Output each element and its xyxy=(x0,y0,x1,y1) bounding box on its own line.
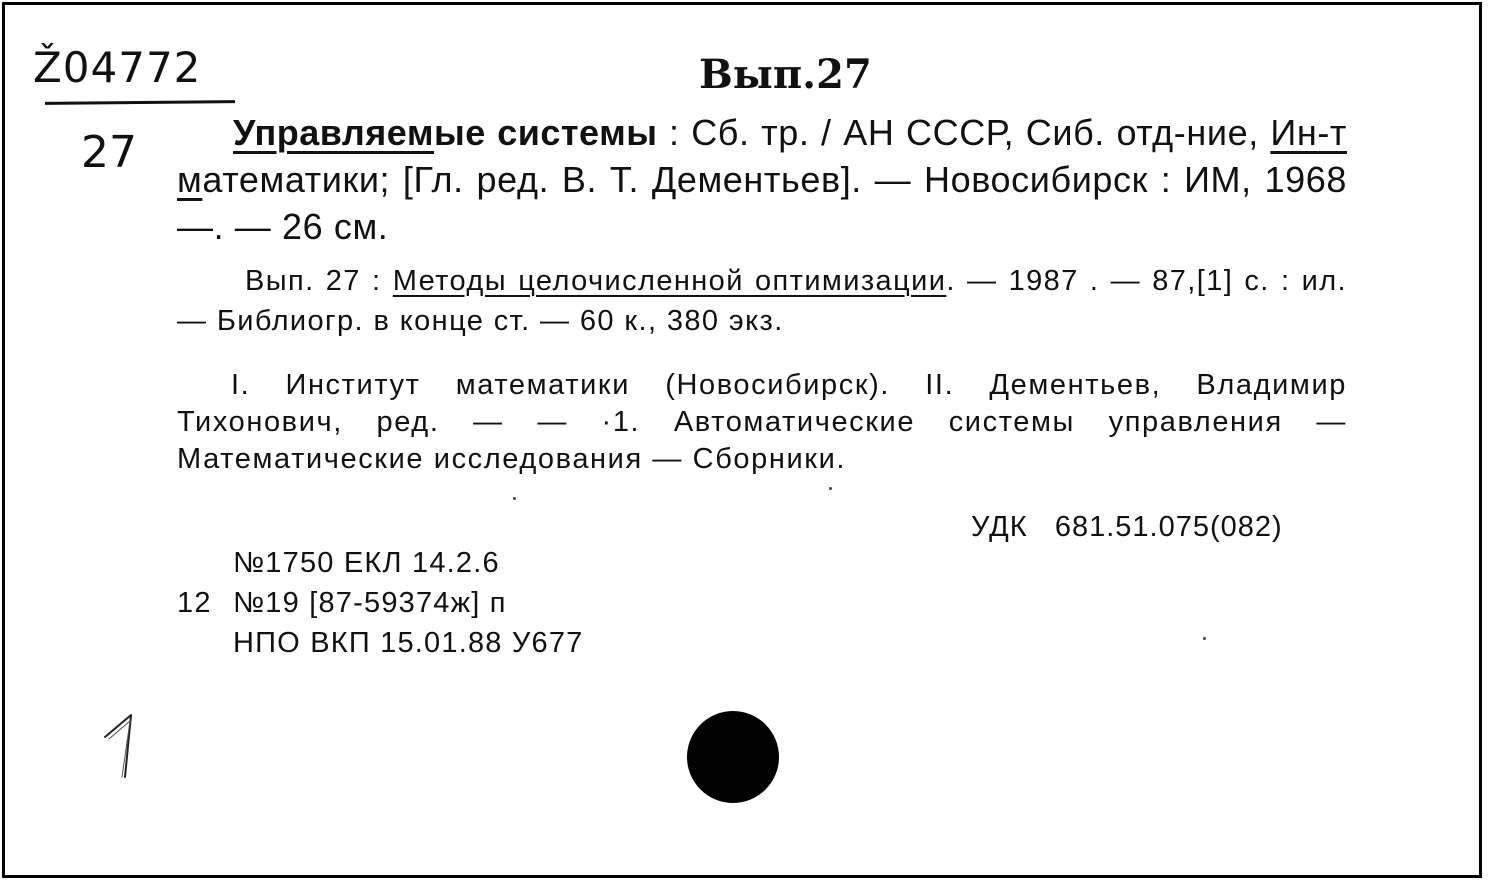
catalog-line-1 xyxy=(177,543,584,583)
main-entry xyxy=(177,109,1347,250)
volume-entry xyxy=(177,261,1347,341)
entry-text-part1: : Сб. тр. / АН СССР, Сиб. отд-ние, xyxy=(657,112,1271,153)
volume-prefix: Вып. 27 : xyxy=(245,265,393,297)
catalog-line-2-lead: 12 xyxy=(177,587,212,619)
catalog-line-3-text: НПО ВКП 15.01.88 У677 xyxy=(233,627,584,659)
volume-heading: Вып.27 xyxy=(699,51,872,98)
volume-title: Методы целочисленной оптимизации xyxy=(392,265,947,297)
handwritten-one-mark xyxy=(101,711,151,781)
subject-tracings: I. Институт математики (Новосибирск). II. Дементьев, Владимир Тихонович, ред. — — ·1. Автоматические системы управления — Математические исследования — Сборники. xyxy=(177,369,1347,475)
handwritten-volume-number: 27 xyxy=(81,127,137,178)
speck xyxy=(1203,637,1206,640)
catalog-line-2 xyxy=(177,583,584,623)
entry-institute-underlined: Ин-т м xyxy=(177,112,1347,200)
catalog-line-3 xyxy=(177,623,584,663)
entry-title xyxy=(233,112,657,153)
catalog-line-1-text: №1750 ЕКЛ 14.2.6 xyxy=(233,547,500,579)
entry-title-rest: ые системы xyxy=(434,112,658,153)
volume-details: . — 1987 . — 87,[1] с. : ил. — Библиогр. в конце ст. — 60 к., 380 экз. xyxy=(177,265,1348,337)
shelf-mark-underline xyxy=(45,100,235,105)
entry-text-part2: атематики; [Гл. ред. В. Т. Дементьев]. — Новосибирск : ИМ, 1968—. — 26 см. xyxy=(177,159,1347,247)
entry-title-underlined: Управляем xyxy=(233,112,434,153)
catalog-numbers xyxy=(177,543,584,663)
speck xyxy=(829,487,832,490)
speck xyxy=(513,497,516,500)
shelf-mark: Ž04772 xyxy=(33,43,202,92)
udc-classification: УДК 681.51.075(082) xyxy=(971,511,1283,543)
catalog-line-2-text: №19 [87-59374ж] п xyxy=(233,587,507,619)
punch-hole xyxy=(687,711,779,803)
catalog-card xyxy=(2,2,1482,878)
